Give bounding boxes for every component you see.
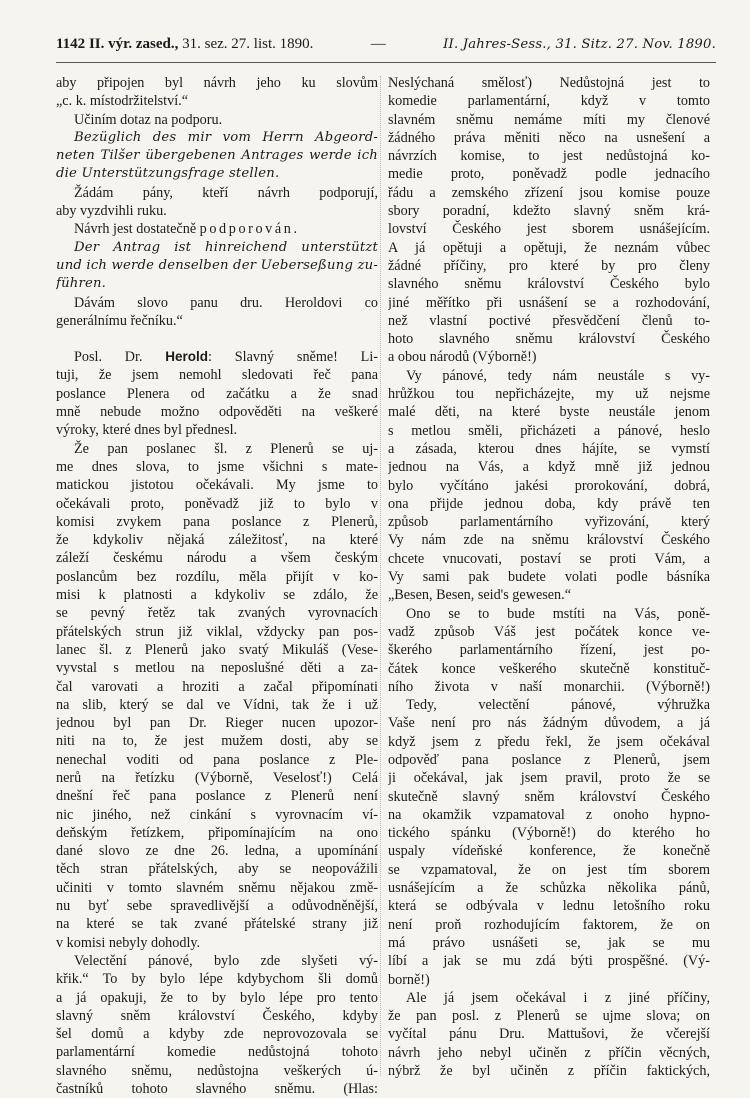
text-line: a zásada, kterou dnes hájíte, se vymstí [388,440,710,457]
text-line: dané slovo ze dne 26. ledna, a upomínání [56,843,378,860]
text-line: odpověď pana poslance z Plenerů, jsem [388,751,710,768]
text-line: Der Antrag ist hinreichend unterstützt [74,239,378,255]
text-line: se pevný řetěz tak zvaných vyrovnacích [56,605,378,622]
text-line: deňským řetízkem, připomínajícím na ono [56,824,378,841]
text-line: návrzích komise, to jest nedůstojná ko- [388,148,710,165]
text-line: záleží českému národu a všem českým [56,550,378,567]
text-line: niti na to, že jest mužem dosti, aby se [56,733,378,750]
text-line: čátek konce veškerého skutečně konstituč- [388,660,710,677]
text-line: žádného práva měniti něco na usnešení a [388,129,710,146]
text-line: způsob parlamentárního vyřizování, který [388,514,710,531]
text-line: Žádám pány, kteří návrh podporují, [74,184,378,201]
text-line: žádné příčiny, pro které by pro členy [388,257,710,274]
text-line: slavného sněmu království Českého bylo [388,276,710,293]
text-line: křik.“ To by bylo lépe kdybychom šli domů [56,971,378,988]
text-line: na okamžik vzpamatoval z onoho hypno- [388,806,710,823]
text-line: „c. k. místodržitelství.“ [56,93,188,110]
text-line: komedie parlamentární, když v tomto [388,93,710,110]
text-line: aby připojen byl návrh jeho ku slovům [56,75,378,91]
text-line: slavném sněmu nemáme míti my členové [388,111,710,128]
text-line: a já opakuji, že to by bylo lépe pro tento [56,989,378,1006]
text-line: nerů na řetízku (Výborně, Veselosť!) Celá [56,769,378,786]
text-line: medie proto, poněvadž podle jednacího [388,166,710,183]
text-line: lanec šl. z Plenerů jako svatý Mikuláš (Vese- [56,641,378,658]
text-line: jednou byl pan Dr. Rieger nucen upozor- [56,715,378,732]
text-line: „Besen, Besen, seid's gewesen.“ [388,587,571,604]
text-line: misi k platnosti a kdykoliv se zdálo, že [56,587,378,604]
text-line: když jsem z předu řekl, že jsem očekával [388,733,710,750]
text-line: führen. [56,276,107,292]
spaced-emphasis: podporován. [199,221,300,238]
text-line: se vzpamatoval, že on jest tím sborem [388,861,710,878]
text-line: očekávali proto, poněvadž již to bylo v [56,495,378,512]
text-line: s metlou směli, přicházeti a pánové, heslo [388,422,710,439]
text-line: která se odbývala v lednu letošního roku [388,898,710,915]
text-line: Vy nám zde na sněmu království Českého [388,532,710,549]
text-line: že pan posl. z Plenerů se ujme slova; on [388,1008,710,1025]
text-line: nic jiného, než cinkání s vyrovnacím ví- [56,806,378,823]
text-line: ona přijde jednou doba, kdy právě ten [388,495,710,512]
text-line: nu byť sebe spravedlivější a odůvodněnější, [56,898,378,915]
text-line: že kdykoliv nějaká záležitosť, na které [56,532,378,549]
text-line: Dávám slovo panu dru. Heroldovi co [74,294,378,311]
text-line: bylo vyčítáno jakési prorokování, dobrá, [388,477,710,494]
text-line: lovství Českého jest sborem usnášejícím. [388,221,710,238]
text-line: Učiním dotaz na podporu. [74,111,223,128]
text-line: šel domů a kdyby zde neprovozovala se [56,1026,378,1043]
text-line: líbí a jak se mu zdá býti prospěšné. (Vý- [388,953,710,970]
text-line: řádu a zemského zřízení jsou komise pouze [388,184,710,201]
text-line: jednou na Vás, a když mně již jednou [388,459,710,476]
text-line: dnešní řeč pana poslance z Plenerů není [56,788,378,805]
text-line: Posl. Dr. Herold: Slavný sněme! Li- [74,349,378,366]
text-line: mně nebude možno odpověděti na veškeré [56,404,378,421]
text-line: tuji, že jsem nemohl sledovati řeč pana [56,367,378,384]
text-line: und ich werde denselben der Ueberseßung zu- [56,257,378,273]
text-line: Ale já jsem očekával i z jiné příčiny, [406,989,710,1006]
header-separator: — [370,36,386,52]
text-line: nýbrž že byl učiněn z příčin faktických, [388,1063,710,1080]
text-line: neten Tilšer übergebenen Antrages werde ich [56,148,378,164]
text-line: těch stran přátelských, aby se neopovážili [56,861,378,878]
text-line: matickou jistotou očekávali. My jsme to [56,477,378,494]
text-line: na které se tak zvané přátelské strany již [56,916,378,933]
text-line: hrůžkou tou nepřicházejte, my už nejsme [388,386,710,403]
text-line: Tedy, velectění pánové, výhružka [406,697,710,714]
text-line: ního života v naší monarchii. (Výborně!) [388,678,710,695]
text-line: generálnímu řečníku.“ [56,312,183,329]
text-line: slavného sněmu, nedůstojna veškerých ú- [56,1062,378,1079]
text-line: učiniti v tomto slavném sněmu nějakou změ- [56,879,378,896]
text-line: vyvstal s metlou na neposlušné děti a za- [56,660,378,677]
text-line: chcete vnucovati, postaví se proti Vám, a [388,550,710,567]
text-line: hoto slavného sněmu království Českého [388,331,710,348]
text-line: skutečně slavný sněm království Českého [388,788,710,805]
text-line: poslancům bez rozdílu, měla přijít v ko- [56,568,378,585]
text-line: Že pan poslanec šl. z Plenerů se uj- [74,440,378,457]
text-line: sbory poradní, kdežto slavný sněm krá- [388,203,710,220]
page-number: 1142 [56,36,86,52]
session-title-czech: II. výr. zased., [88,36,179,52]
text-line: Bezüglich des mir vom Herrn Abgeord- [74,129,378,145]
text-line: borně!) [388,971,430,988]
text-line: A já opětuji a opětuji, že neznám vůbec [388,239,710,256]
text-line: Velectění pánové, bylo zde slyšeti vý- [74,952,378,969]
text-line: Ono se to bude mstíti na Vás, poně- [406,605,710,622]
text-line: přátelských strun již viklal, vždycky pan pos- [56,623,378,640]
text-line: v komisi nebyly dohodly. [56,934,201,951]
text-line: na slib, který se dal ve Vídni, tak že i už [56,696,378,713]
text-line: škerého parlamentárního řízení, jest po- [388,642,710,659]
column-divider [380,76,381,1076]
session-title-german: II. Jahres-Sess., 31. Sitz. 27. Nov. 1890. [443,37,716,52]
header-left [56,36,313,53]
text-line: má právo usnášeti se, jak se mu [388,934,710,951]
speaker-name: Herold [165,349,209,365]
left-column [56,74,378,1098]
text-line: Vy sami pak budete volati podle básníka [388,569,710,586]
text-line: nenechal voditi od pana poslance z Ple- [56,751,378,768]
text-line: návrh jeho nebyl učiněn z příčin věcných, [388,1044,710,1061]
header-rule [56,62,716,63]
text-line: aby vyzdvihli ruku. [56,203,167,220]
text-line: a obou národů (Výborně!) [388,349,537,366]
text-line: uspaly vídeňské konference, že konečně [388,843,710,860]
text-line: vadž způsob Váš jest počátek konce ve- [388,623,710,640]
text-line: poslance Plenera od začátku a že snad [56,385,378,402]
text-line: malé děti, na které byste neustále jenom [388,404,710,421]
text-line: Vaše není pro nás žádným důvodem, a já [388,715,710,732]
page-header [56,36,716,56]
text-line: tického spánku (Výborně!) do kterého ho [388,825,710,842]
text-line: ji očekával, jak jsem pravil, proto že se [388,770,710,787]
text-line: usnášejícím a že schůzka několika pánů, [388,880,710,897]
session-date-czech: 31. sez. 27. list. 1890. [182,36,314,52]
text-line: čal varovati a hroziti a začal připomínati [56,678,378,695]
right-column [388,74,710,1080]
text-line: vyčítal pánu Dru. Mattušovi, že včerejší [388,1026,710,1043]
text-line: častníků tohoto slavného sněmu. (Hlas: [56,1081,378,1098]
text-line: die Unterstützungsfrage stellen. [56,166,280,182]
text-line: me dnes slova, to jsme všichni s mate- [56,458,378,475]
text-line: Neslýchaná smělosť) Nedůstojná jest to [388,75,710,91]
text-line: Vy pánové, tedy nám neustále s vy- [406,367,710,384]
text-line: komisi zvykem pana poslance z Plenerů, [56,513,378,530]
text-line: Návrh jest dostatečně podporován. [74,221,300,238]
text-line: výroky, které dnes byl přednesl. [56,422,238,439]
text-line: parlamentární komedie nedůstojná tohoto [56,1044,378,1061]
text-line: jiné měřítko při usnášení se a rozhodování, [388,294,710,311]
text-line: než vlastní poctivé přesvědčení členů to- [388,312,710,329]
text-line: není proň rozhodujícím faktorem, že on [388,916,710,933]
text-line: slavný sněm království Českého, kdyby [56,1007,378,1024]
